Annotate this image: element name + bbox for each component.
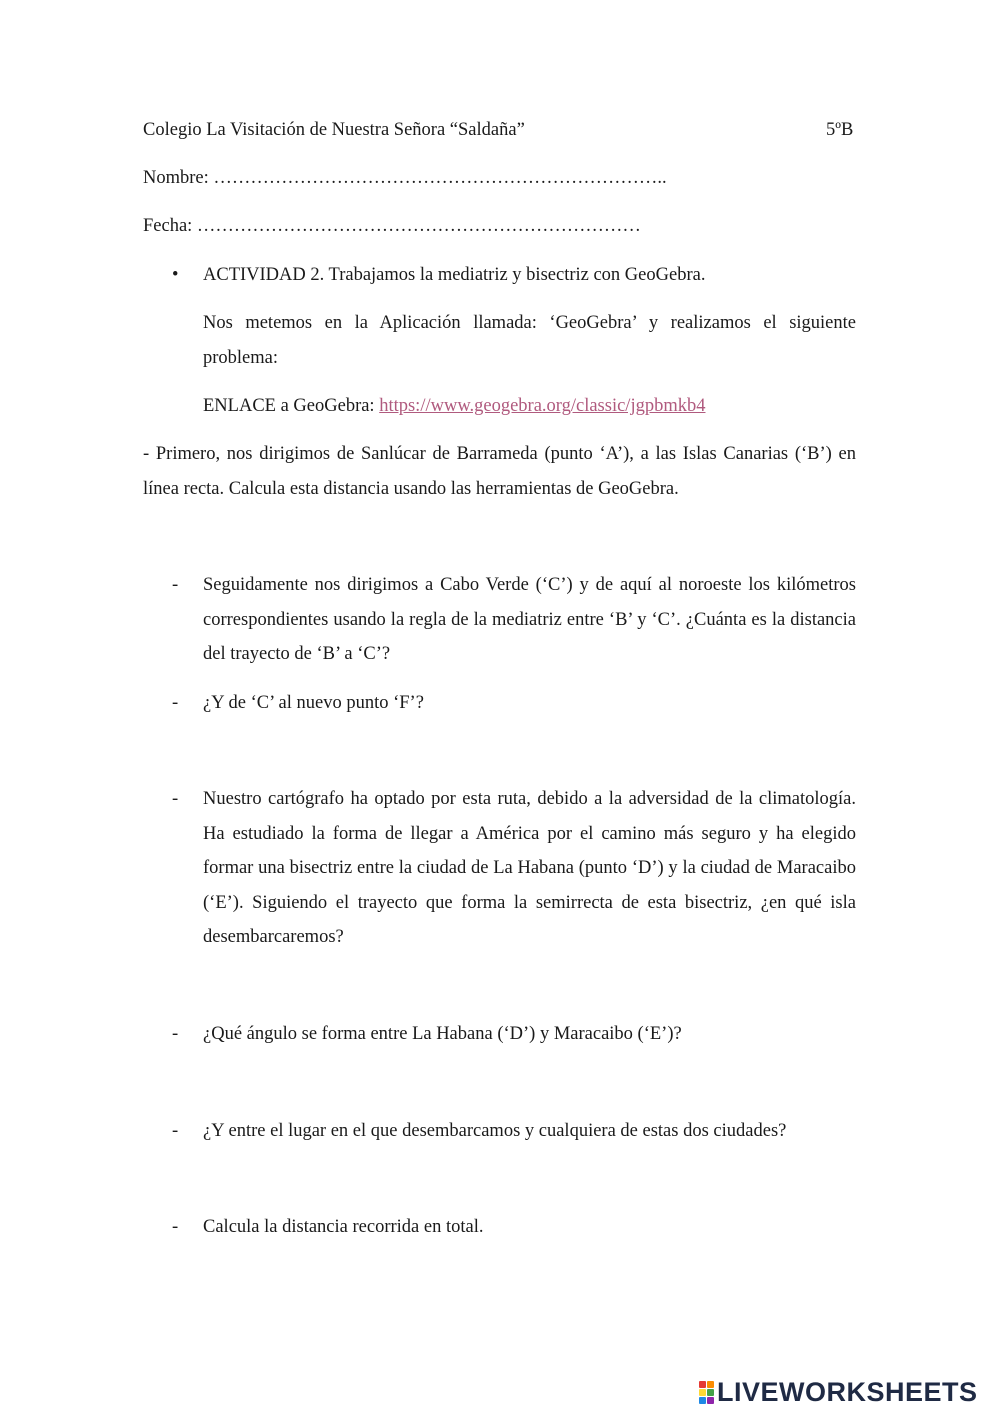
grade-label: 5ºB: [826, 120, 854, 140]
geogebra-link-row: [203, 396, 705, 417]
question-item: ¿Qué ángulo se forma entre La Habana (‘D’) y Maracaibo (‘E’)?: [203, 1024, 682, 1044]
bullet-icon: •: [172, 265, 179, 285]
liveworksheets-logo: [699, 1377, 978, 1408]
logo-block: [699, 1397, 706, 1404]
activity-intro: Nos metemos en la Aplicación llamada: ‘GeoGebra’ y realizamos el siguiente problema:: [203, 313, 856, 368]
dash-marker: -: [172, 1024, 179, 1044]
question-item: ¿Y de ‘C’ al nuevo punto ‘F’?: [203, 693, 424, 713]
dash-marker: -: [172, 693, 179, 713]
question-item: Seguidamente nos dirigimos a Cabo Verde (‘C’) y de aquí al noroeste los kilómetros correspondientes usando la regla de la mediatriz entre ‘B’ y ‘C’. ¿Cuánta es la distancia del trayecto de ‘B’ a ‘C’?: [203, 575, 856, 664]
date-field[interactable]: Fecha: ………………………………………………………………: [143, 216, 641, 236]
activity-title: ACTIVIDAD 2. Trabajamos la mediatriz y bisectriz con GeoGebra.: [203, 265, 706, 285]
first-question: - Primero, nos dirigimos de Sanlúcar de Barrameda (punto ‘A’), a las Islas Canarias (‘B’) en línea recta. Calcula esta distancia usando las herramientas de GeoGebra.: [143, 444, 856, 499]
question-item: Nuestro cartógrafo ha optado por esta ruta, debido a la adversidad de la climatología. Ha estudiado la forma de llegar a América por el camino más seguro y ha elegido formar una bisectriz entre la ciudad de La Habana (punto ‘D’) y la ciudad de Maracaibo (‘E’). Siguiendo el trayecto que forma la semirrecta de esta bisectriz, ¿en qué isla desembarcaremos?: [203, 789, 856, 947]
dash-marker: -: [172, 789, 179, 809]
dash-marker: -: [172, 575, 179, 595]
question-item: ¿Y entre el lugar en el que desembarcamos y cualquiera de estas dos ciudades?: [203, 1121, 787, 1141]
dash-marker: -: [172, 1121, 179, 1141]
question-item: Calcula la distancia recorrida en total.: [203, 1217, 484, 1237]
logo-block: [707, 1389, 714, 1396]
geogebra-link[interactable]: https://www.geogebra.org/classic/jgpbmkb4: [379, 396, 706, 416]
logo-block: [699, 1389, 706, 1396]
logo-block: [707, 1397, 714, 1404]
dash-marker: -: [172, 1217, 179, 1237]
logo-text: LIVEWORKSHEETS: [717, 1377, 978, 1407]
logo-mark-icon: [699, 1381, 714, 1404]
logo-block: [707, 1381, 714, 1388]
link-label: ENLACE a GeoGebra:: [203, 396, 380, 416]
name-field[interactable]: Nombre: ………………………………………………………………..: [143, 168, 667, 188]
school-name: Colegio La Visitación de Nuestra Señora “Saldaña”: [143, 120, 525, 140]
logo-block: [699, 1381, 706, 1388]
